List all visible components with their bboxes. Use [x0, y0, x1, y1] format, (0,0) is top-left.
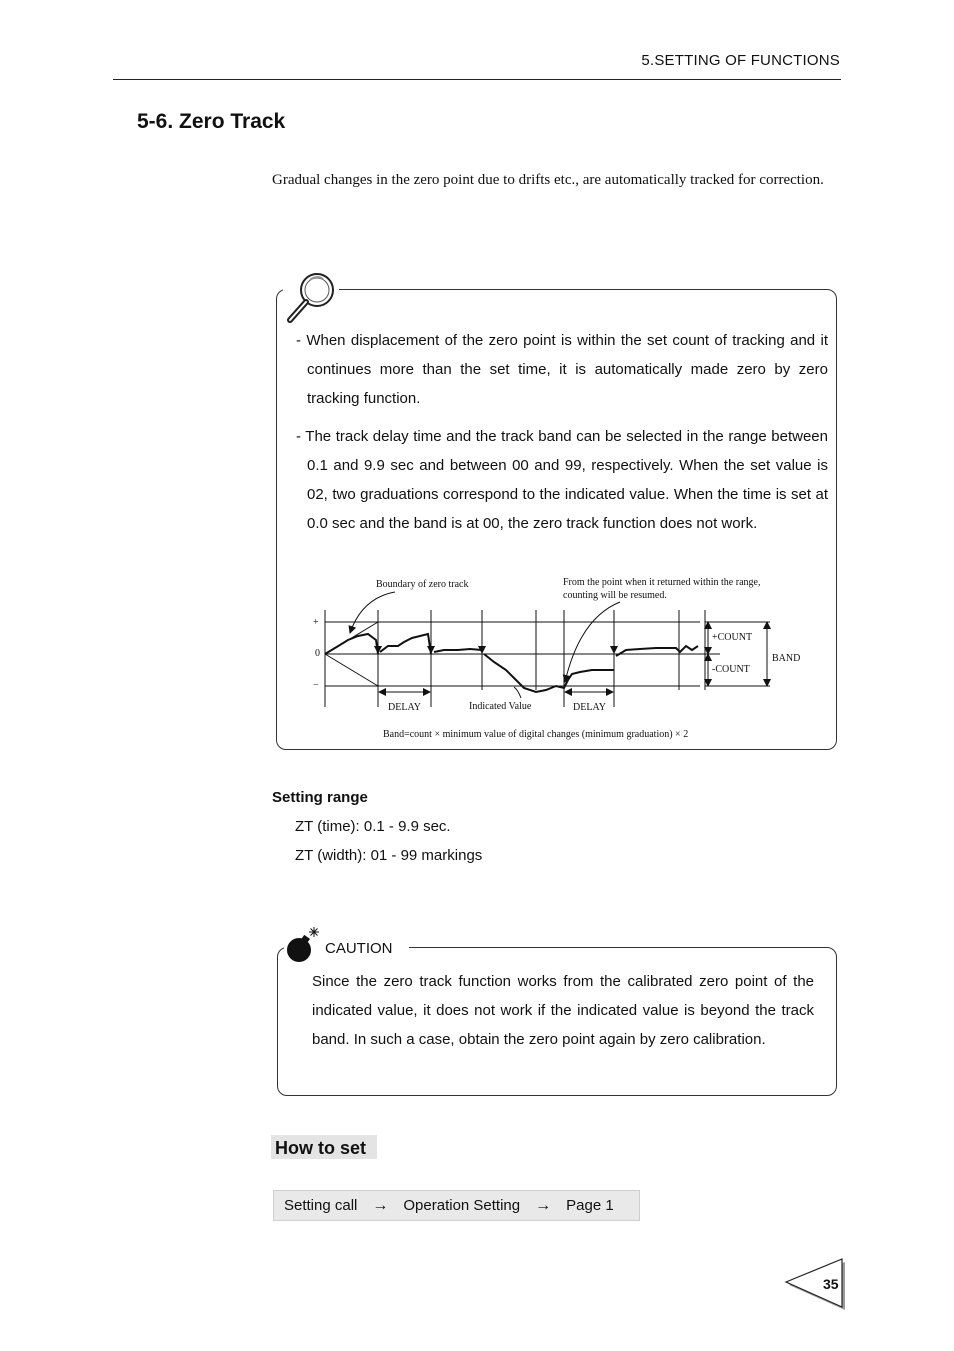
path-step: Setting call [284, 1197, 358, 1214]
setting-range-line: ZT (width): 01 - 99 markings [295, 847, 483, 864]
page-number-marker [784, 1258, 848, 1314]
boundary-label: Boundary of zero track [376, 579, 469, 590]
band-formula: Band=count × minimum value of digital changes (minimum graduation) × 2 [383, 729, 689, 740]
caution-label: CAUTION [325, 940, 393, 957]
running-header: 5.SETTING OF FUNCTIONS [641, 52, 840, 69]
zero-track-diagram [300, 570, 820, 745]
path-arrow: → [535, 1196, 552, 1214]
delay-label-1: DELAY [388, 702, 421, 713]
setting-range-line: ZT (time): 0.1 - 9.9 sec. [295, 818, 451, 835]
magnifier-icon [283, 268, 339, 324]
page-number: 35 [823, 1276, 839, 1292]
path-arrow: → [372, 1196, 389, 1214]
note-item: - The track delay time and the track band can be selected in the range between 0.1 and 9.9 sec and between 00 and 99, respectively. When the set value is 02, two graduations correspond to the indicated value. When the time is set at 0.0 sec and the band is at 00, the zero track function does not work. [296, 428, 828, 532]
note-item: - When displacement of the zero point is within the set count of tracking and it continues more than the set time, it is automatically made zero by zero tracking function. [296, 332, 828, 407]
delay-label-2: DELAY [573, 702, 606, 713]
resume-label-line1: From the point when it returned within the range, [563, 577, 761, 588]
intro-paragraph: Gradual changes in the zero point due to drifts etc., are automatically tracked for correction. [272, 172, 824, 188]
header-divider [113, 79, 841, 80]
caution-text: Since the zero track function works from the calibrated zero point of the indicated value, it does not work if the indicated value is beyond the track band. In such a case, obtain the zero point again by zero calibration. [312, 973, 814, 1048]
path-step: Operation Setting [403, 1197, 521, 1214]
band-label: BAND [772, 653, 801, 664]
zero-reset-arrows [374, 646, 618, 654]
section-title: 5-6. Zero Track [137, 110, 286, 133]
bomb-icon [284, 926, 320, 964]
setting-path [273, 1190, 640, 1221]
setting-range-heading: Setting range [272, 789, 368, 806]
plus-count-label: +COUNT [712, 632, 753, 643]
indicated-value-trace [325, 634, 698, 692]
minus-label: − [313, 680, 319, 691]
how-to-set-heading: How to set [275, 1138, 367, 1158]
boundary-pointer [350, 592, 395, 633]
caution-header [284, 924, 409, 964]
plus-label: + [313, 617, 319, 628]
minus-count-label: -COUNT [712, 664, 750, 675]
path-step: Page 1 [566, 1197, 614, 1214]
resume-label-line2: counting will be resumed. [563, 590, 667, 601]
zero-label: 0 [315, 648, 320, 659]
indicated-value-label: Indicated Value [469, 701, 532, 712]
indicated-value-pointer [514, 687, 521, 698]
